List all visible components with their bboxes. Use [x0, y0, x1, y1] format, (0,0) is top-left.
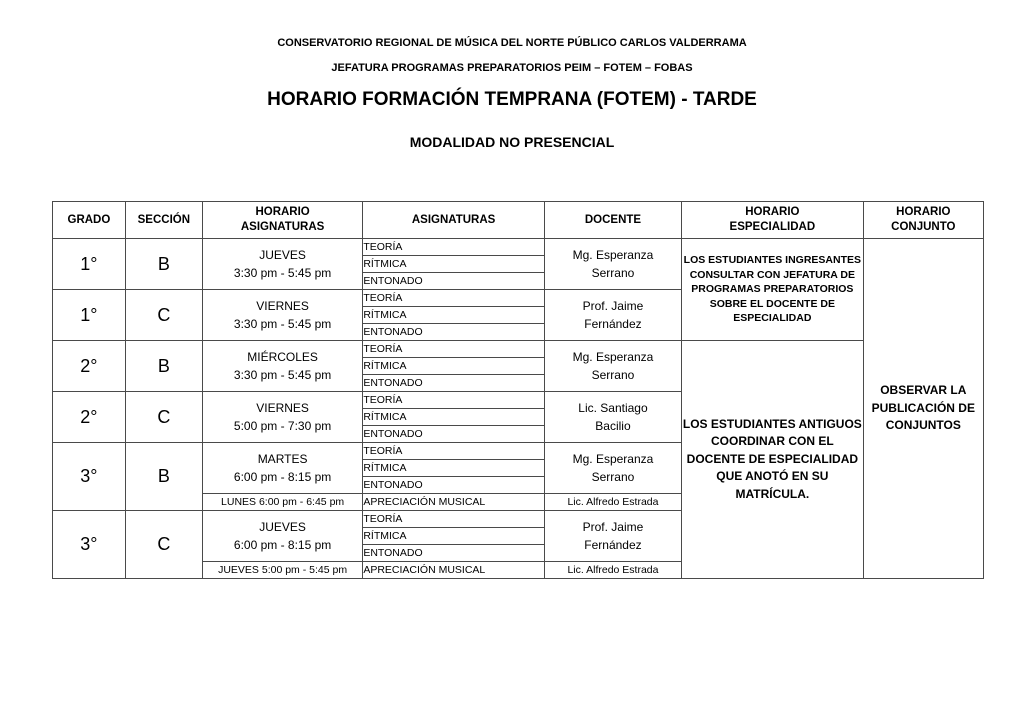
subject-cell: RÍTMICA	[363, 409, 545, 426]
extra-subject-cell: APRECIACIÓN MUSICAL	[363, 494, 545, 511]
subject-cell: RÍTMICA	[363, 358, 545, 375]
seccion-cell: B	[125, 239, 202, 290]
docente-cell: Prof. Jaime Fernández	[544, 290, 681, 341]
department-name: JEFATURA PROGRAMAS PREPARATORIOS PEIM – FOTEM – FOBAS	[331, 62, 693, 74]
subject-cell: TEORÍA	[363, 341, 545, 358]
especialidad-antiguos-note: LOS ESTUDIANTES ANTIGUOS COORDINAR CON EL DOCENTE DE ESPECIALIDAD QUE ANOTÓ EN SU MATRÍCULA.	[682, 341, 864, 579]
subject-cell: TEORÍA	[363, 511, 545, 528]
seccion-cell: C	[125, 392, 202, 443]
subject-cell: TEORÍA	[363, 392, 545, 409]
extra-docente-cell: Lic. Alfredo Estrada	[544, 494, 681, 511]
extra-subject-cell: APRECIACIÓN MUSICAL	[363, 562, 545, 579]
grado-cell: 2°	[53, 392, 126, 443]
page-title: HORARIO FORMACIÓN TEMPRANA (FOTEM) - TARDE	[267, 89, 757, 110]
seccion-cell: C	[125, 511, 202, 579]
col-horario-especialidad: HORARIO ESPECIALIDAD	[682, 202, 864, 239]
especialidad-ingresantes-note: LOS ESTUDIANTES INGRESANTES CONSULTAR CON JEFATURA DE PROGRAMAS PREPARATORIOS SOBRE EL DOCENTE DE ESPECIALIDAD	[682, 239, 864, 341]
subject-cell: TEORÍA	[363, 290, 545, 307]
docente-cell: Mg. Esperanza Serrano	[544, 443, 681, 494]
subject-cell: ENTONADO	[363, 375, 545, 392]
docente-cell: Prof. Jaime Fernández	[544, 511, 681, 562]
subject-cell: RÍTMICA	[363, 460, 545, 477]
horario-cell: MARTES 6:00 pm - 8:15 pm	[202, 443, 362, 494]
seccion-cell: B	[125, 341, 202, 392]
col-asignaturas: ASIGNATURAS	[363, 202, 545, 239]
subject-cell: TEORÍA	[363, 443, 545, 460]
horario-cell: VIERNES 5:00 pm - 7:30 pm	[202, 392, 362, 443]
subject-cell: ENTONADO	[363, 545, 545, 562]
docente-cell: Mg. Esperanza Serrano	[544, 341, 681, 392]
schedule-table	[52, 201, 984, 579]
subject-cell: TEORÍA	[363, 239, 545, 256]
institution-name: CONSERVATORIO REGIONAL DE MÚSICA DEL NORTE PÚBLICO CARLOS VALDERRAMA	[277, 37, 747, 49]
horario-cell: JUEVES 3:30 pm - 5:45 pm	[202, 239, 362, 290]
docente-cell: Mg. Esperanza Serrano	[544, 239, 681, 290]
col-horario-conjunto: HORARIO CONJUNTO	[863, 202, 983, 239]
horario-cell: VIERNES 3:30 pm - 5:45 pm	[202, 290, 362, 341]
subject-cell: ENTONADO	[363, 324, 545, 341]
extra-docente-cell: Lic. Alfredo Estrada	[544, 562, 681, 579]
modality-subtitle: MODALIDAD NO PRESENCIAL	[409, 134, 615, 150]
table-header-row	[53, 202, 984, 239]
table-row	[53, 341, 984, 358]
conjunto-note: OBSERVAR LA PUBLICACIÓN DE CONJUNTOS	[863, 239, 983, 579]
table-row	[53, 239, 984, 256]
extra-horario-cell: LUNES 6:00 pm - 6:45 pm	[202, 494, 362, 511]
grado-cell: 1°	[53, 239, 126, 290]
subject-cell: ENTONADO	[363, 273, 545, 290]
col-docente: DOCENTE	[544, 202, 681, 239]
col-grado: GRADO	[53, 202, 126, 239]
extra-horario-cell: JUEVES 5:00 pm - 5:45 pm	[202, 562, 362, 579]
horario-cell: JUEVES 6:00 pm - 8:15 pm	[202, 511, 362, 562]
grado-cell: 3°	[53, 511, 126, 579]
col-horario-asignaturas: HORARIO ASIGNATURAS	[202, 202, 362, 239]
col-seccion: SECCIÓN	[125, 202, 202, 239]
subject-cell: ENTONADO	[363, 426, 545, 443]
subject-cell: RÍTMICA	[363, 256, 545, 273]
subject-cell: ENTONADO	[363, 477, 545, 494]
subject-cell: RÍTMICA	[363, 307, 545, 324]
seccion-cell: C	[125, 290, 202, 341]
grado-cell: 1°	[53, 290, 126, 341]
seccion-cell: B	[125, 443, 202, 511]
subject-cell: RÍTMICA	[363, 528, 545, 545]
grado-cell: 3°	[53, 443, 126, 511]
horario-cell: MIÉRCOLES 3:30 pm - 5:45 pm	[202, 341, 362, 392]
docente-cell: Lic. Santiago Bacilio	[544, 392, 681, 443]
grado-cell: 2°	[53, 341, 126, 392]
